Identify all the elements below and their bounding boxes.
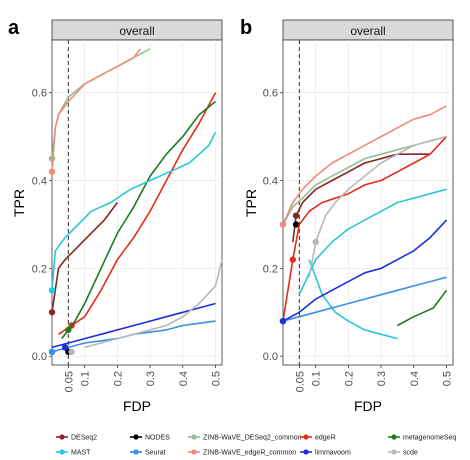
- series-point-edgeR: [290, 256, 296, 262]
- x-tick-label: 0.1: [310, 371, 323, 387]
- x-tick-label: 0.2: [112, 371, 125, 387]
- panel-b-y-label: TPR: [243, 189, 259, 217]
- y-tick-label: 0.0: [262, 351, 278, 364]
- legend-key-point: [133, 434, 138, 439]
- panel-a-strip-title: overall: [119, 24, 155, 38]
- legend-item: [56, 449, 91, 456]
- legend-label: Seurat: [145, 449, 166, 457]
- series-point-scde: [312, 239, 318, 245]
- y-tick-label: 0.0: [31, 351, 47, 364]
- x-tick-label: 0.4: [177, 371, 190, 387]
- x-tick-label: 0.4: [408, 371, 421, 387]
- legend-key-point: [303, 434, 308, 439]
- legend-key-point: [391, 449, 396, 454]
- panel-a-y-label: TPR: [11, 189, 27, 217]
- x-tick-label: 0.05: [294, 371, 307, 393]
- legend-key-point: [303, 449, 308, 454]
- panel-a-x-label: FDP: [123, 398, 151, 414]
- legend-item: [388, 449, 418, 456]
- x-tick-label: 0.3: [145, 371, 158, 387]
- legend-key-point: [191, 449, 196, 454]
- legend-key-point: [191, 434, 196, 439]
- legend-item: [300, 434, 336, 441]
- panel-b-plot-area: [283, 40, 453, 365]
- legend: [56, 434, 456, 456]
- legend-key-point: [59, 449, 64, 454]
- legend-label: metagenomeSeq: [403, 434, 457, 442]
- legend-item: [300, 449, 351, 456]
- panel-a-letter: a: [8, 17, 20, 39]
- series-point-scde: [68, 349, 74, 355]
- series-point-MAST: [49, 287, 55, 293]
- panel-b-letter: b: [240, 17, 253, 39]
- x-tick-label: 0.3: [376, 371, 389, 387]
- legend-label: limmavoom: [315, 449, 351, 457]
- series-point-Seurat: [49, 349, 55, 355]
- x-tick-label: 0.1: [79, 371, 92, 387]
- legend-key-point: [59, 434, 64, 439]
- series-point-ZINB-WaVE_edgeR_common: [280, 221, 286, 227]
- legend-key-point: [133, 449, 138, 454]
- legend-label: DESeq2: [71, 434, 98, 442]
- legend-label: edgeR: [315, 434, 336, 442]
- y-tick-label: 0.6: [262, 87, 278, 100]
- legend-label: NODES: [145, 434, 170, 442]
- series-point-DESeq2: [293, 212, 299, 218]
- x-tick-label: 0.05: [63, 371, 76, 393]
- y-tick-label: 0.2: [262, 263, 278, 276]
- legend-label: ZINB-WaVE_edgeR_common: [203, 449, 297, 457]
- panel-b-x-ticks: [294, 365, 453, 392]
- series-point-limmavoom: [62, 344, 68, 350]
- y-tick-label: 0.2: [31, 263, 47, 276]
- series-point-ZINB-WaVE_DESeq2_common: [49, 155, 55, 161]
- legend-item: [130, 434, 170, 441]
- series-point-limmavoom: [280, 318, 286, 324]
- panel-a-y-ticks: [32, 88, 52, 364]
- y-tick-label: 0.6: [31, 87, 47, 100]
- series-point-DESeq2: [49, 309, 55, 315]
- panel-a: [11, 20, 222, 414]
- y-tick-label: 0.4: [262, 175, 278, 188]
- legend-label: ZINB-WaVE_DESeq2_common: [203, 434, 302, 442]
- panel-b-x-label: FDP: [354, 398, 382, 414]
- x-tick-label: 0.2: [343, 371, 356, 387]
- panel-b: [243, 20, 453, 414]
- panel-a-x-ticks: [63, 365, 222, 392]
- series-point-metagenomeSeq: [65, 327, 71, 333]
- legend-item: [188, 434, 302, 441]
- series-point-ZINB-WaVE_edgeR_common: [49, 169, 55, 175]
- legend-label: scde: [403, 449, 418, 457]
- x-tick-label: 0.5: [210, 371, 223, 387]
- legend-item: [130, 449, 166, 456]
- y-tick-label: 0.4: [31, 175, 47, 188]
- panel-b-strip-title: overall: [350, 24, 386, 38]
- legend-item: [388, 434, 456, 441]
- legend-item: [188, 449, 296, 456]
- legend-label: MAST: [71, 449, 91, 457]
- x-tick-label: 0.5: [441, 371, 454, 387]
- legend-key-point: [391, 434, 396, 439]
- legend-item: [56, 434, 97, 441]
